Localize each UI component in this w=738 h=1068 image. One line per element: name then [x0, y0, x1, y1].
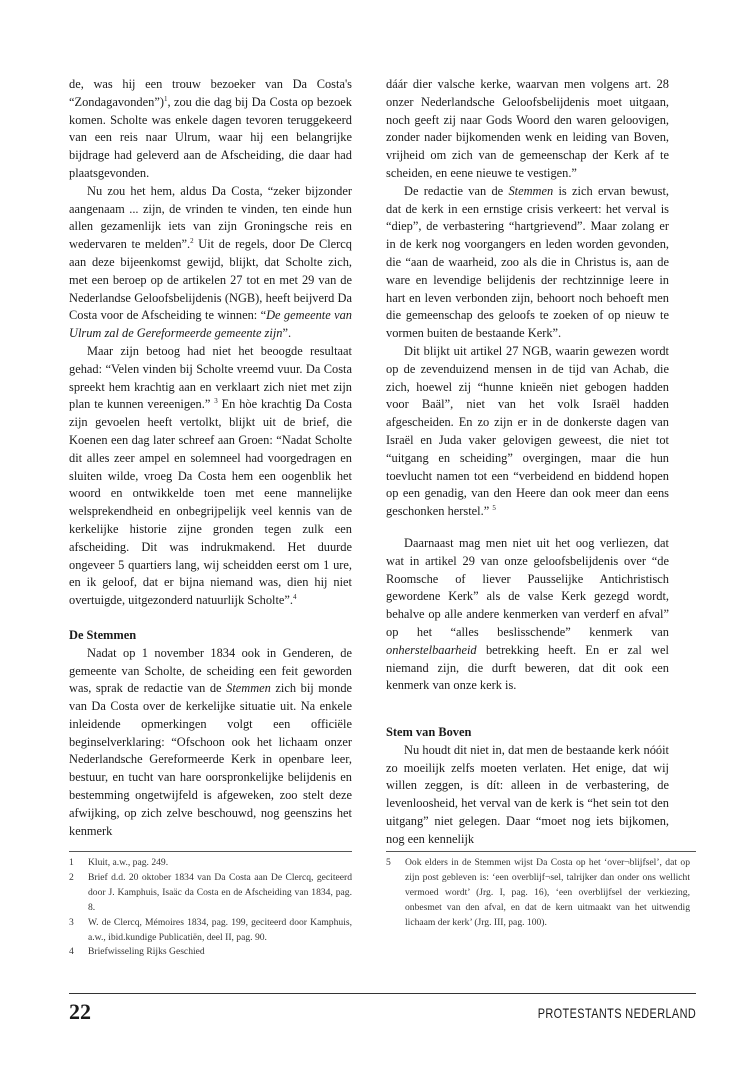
footnote-ref[interactable]: 4: [293, 592, 297, 601]
paragraph: Nu houdt dit niet in, dat men de bestaande kerk nóóit zo moeilijk zelfs moeten verlaten. Het enige, dat wij willen zeggen, is dít: alleen in de verbastering, de levenloosheid, het verval van de kerk is “het sein tot den uitgang” niet gelegen. Daar “moet nog iets bijkomen, nog een kennelijk: [386, 742, 669, 846]
paragraph: Daarnaast mag men niet uit het oog verliezen, dat wat in artikel 29 van onze geloofsbelijdenis over “de Roomsche of liever Pausselĳke Antichristisch gewordene Kerk” als de valse Kerk gezegd wordt, behalve op alle andere kenmerken van verderf en afval” op het “alles beslisschende” kenmerk van onherstelbaarheid betrekking heeft. En er zal wel niemand zijn, die durft beweren, dat dit ook een kenmerk van onze kerk is.: [386, 535, 669, 693]
footnote: 2 Brief d.d. 20 oktober 1834 van Da Costa aan De Clercq, geciteerd door J. Kamphuis, Isaäc da Costa en de Afscheiding van 1834, pag. 8.: [69, 871, 352, 913]
paragraph: dáár dier valsche kerke, waarvan men volgens art. 28 onzer Nederlandsche Geloofsbelijdenis moet uitgaan, noch geeft zij naar Gods Woord den waren geloovigen, zonder nader bijkomenden wenk en leiding van Boven, vrijheid om zich van de gemeenschap der Kerk af te scheiden, en eene nieuwe te vestigen.”: [386, 77, 669, 180]
paragraph: Nu zou het hem, aldus Da Costa, “zeker bijzonder aangenaam ... zijn, de vrinden te vinden, ten einde hun allen gezamenlijk iets van zijn Groningsche reis en wedervaren te melden”.$^2$ Uit de regels, door De Clercq aan deze bijeenkomst gewijd, blijkt, dat Scholte zich, met een beroep op de artikelen 27 tot en met 29 van de Nederlandse Geloofsbelijdenis (NGB), heeft beijverd Da Costa voor de Afscheiding te winnen: “De gemeente van Ulrum zal de Gereformeerde gemeente zijn”.: [69, 183, 352, 341]
paragraph: Nadat op 1 november 1834 ook in Genderen, de gemeente van Scholte, de scheiding een feit geworden was, sprak de redactie van de Stemmen zich bij monde van Da Costa over de kerkelijke situatie uit. Na enkele inleidende opmerkingen volgt een officiële beginselverklaring: “Ofschoon ook het lichaam onzer Nederlandsche Gereformeerde Kerk in openbare leer, bestuur, en tucht van hare oorspronkelijke belijdenis en bestemming ongetwijfeld is afgeweken, zoo stelt deze afwijking, op zich zelve beschouwd, nog geenszins het kenmerk: [69, 645, 353, 838]
footnote-ref[interactable]: 1: [163, 94, 168, 103]
footnote: 5 Ook elders in de Stemmen wijst Da Costa op het ‘over¬blijfsel’, dat op zijn post gebleven is: ‘een overblijf¬sel, talrijker dan onder ons wellicht vermoed wordt’ (Jrg. I, pag. 16), ‘een overblijfsel der verkiezing, onbesmet van den afval, en dat de kern uitmaakt van het uitwendig lichaam der kerk’ (Jrg. III, pag. 100).: [386, 857, 690, 928]
footnote-ref[interactable]: 5: [492, 504, 496, 512]
running-footer: PROTESTANTS NEDERLAND: [537, 1005, 696, 1021]
footnote-ref[interactable]: 3: [214, 397, 218, 406]
footnotes-left: [69, 856, 352, 960]
paragraph: Dit blijkt uit artikel 27 NGB, waarin gewezen wordt op de zevenduizend mensen in de tijd van Achab, die zich, hoewel zij “hunne knieën niet gebogen hadden voor Baäl”, niet van het volk Israël hadden afgescheiden. En zo zijn er in de donkerste dagen van Israël en Juda vaker gelovigen geweest, die niet tot “uitgang en scheiding” overgingen, maar die hun toevlucht namen tot een “verbeidend en biddend hopen op een genadig, van den Heere dan ook meer dan eens geschonken herstel.” $^5$: [386, 343, 669, 519]
footnote: 4 Briefwisseling Rijks Geschied: [69, 946, 205, 958]
footnote: 3 W. de Clercq, Mémoires 1834, pag. 199, geciteerd door Kamphuis, a.w., ibid.kundige Publicatiën, deel II, pag. 90.: [69, 916, 352, 943]
page-number: 22: [69, 999, 91, 1024]
left-column: [69, 76, 352, 840]
footnote-divider: [386, 851, 696, 852]
footnotes-right: [386, 856, 690, 931]
paragraph: Maar zijn betoog had niet het beoogde resultaat gehad: “Velen vinden bij Scholte vreemd vuur. Da Costa spreekt hem krachtig aan en verklaart zich niet met zijn plan te kunnen vereenigen.” $^3$ En hòe krachtig Da Costa zijn gevoelen heeft vertolkt, blijkt uit de brief, die Koenen een dag later schreef aan Groen: “Nadat Scholte dit alles zeer ampel en solemneel had voorgedragen en sluiten wilde, vroeg Da Costa hem een oogenblik het woord en ontwikkelde toen met eene mannelijke welsprekendheid en onbegrijpelijk veel kennis van de kerkelijke historie zijne gronden tegen zulk een afscheiding. Dit was indrukmakend. Het duurde ongeveer 5 quartiers lang, wij scheidden eerst om 1 ure, en ik geloof, dat er bijna niemand was, dien hij niet overtuigde, uitgezonderd natuurlijk Scholte”.$^4$: [69, 343, 352, 608]
paragraph: De redactie van de Stemmen is zich ervan bewust, dat de kerk in een ernstige crisis verkeert: het verval is “diep”, de verbastering “hartgrievend”. Maar zolang er in de kerk nog voorgangers en leden worden gevonden, die “aan de waarheid, zoo als die in Christus is, aan de ware en levendige belijdenis der rechtzinnige leere in hart en leven verbonden zijn, behoort noch behoeft men die gemeenschap des geloofs te zoeken of op nieuw te vormen buiten de bestaande Kerk”.: [386, 183, 669, 341]
section-heading: Stem van Boven: [386, 725, 472, 740]
footer-rule: [69, 993, 696, 994]
section-heading: De Stemmen: [69, 627, 137, 642]
footnote-divider: [69, 851, 352, 852]
paragraph: de, was hij een trouw bezoeker van Da Costa's “Zondagavonden”)$^1$, zou die dag bij Da Costa op bezoek komen. Scholte was enkele dagen tevoren teruggekeerd van een reis naar Ulrum, waar hij een belangrijke bijdrage had geleverd aan de Afscheiding, die daar had plaatsgevonden.: [69, 77, 352, 180]
footnote: 1 Kluit, a.w., pag. 249.: [69, 857, 169, 868]
footnote-ref[interactable]: 2: [190, 237, 194, 246]
right-column: [386, 76, 669, 849]
